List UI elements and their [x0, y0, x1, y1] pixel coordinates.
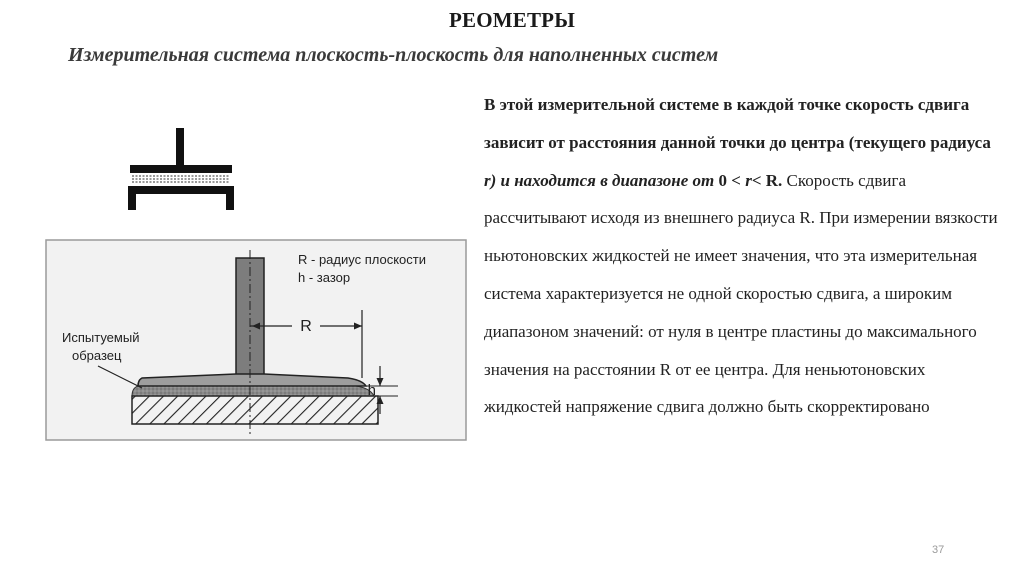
- para-part-6: < R.: [751, 170, 783, 190]
- para-part-5: r: [745, 170, 752, 190]
- slide-title: РЕОМЕТРЫ: [448, 8, 576, 32]
- sample-label-line2: образец: [72, 348, 122, 363]
- sample-layer: [132, 386, 374, 396]
- slide-subtitle: Измерительная система плоскость-плоскость для наполненных систем: [68, 44, 719, 66]
- para-part-7: Скорость сдвига рассчитывают исходя из внешнего радиуса R. При измерении вязкости ньютоновских жидкостей не имеет значения, что эта измерительная система характеризуется не одной скоростью сдвига, а широким диапазоном значений: от нуля в центре пластины до максимального значения на расстоянии R от ее центра. Для неньютоновских жидкостей напряжение сдвига должно быть скорректировано: [484, 170, 998, 417]
- schematic-bottom-plate: [128, 186, 234, 210]
- plate-plate-schematic: [122, 124, 242, 214]
- sample-label-line1: Испытуемый: [62, 330, 140, 345]
- para-part-1: В этой измерительной системе в каждой точке скорость сдвига зависит от расстояния данной точки до центра (текущего радиуса: [484, 95, 991, 152]
- schematic-top-plate: [130, 165, 232, 173]
- dim-label-h: h: [367, 382, 376, 399]
- para-part-3: и находится в диапазоне от: [496, 170, 715, 190]
- legend-gap: h - зазор: [298, 270, 351, 285]
- schematic-shaft: [176, 128, 184, 166]
- dim-label-R: R: [300, 318, 312, 335]
- para-part-4: 0 <: [714, 170, 746, 190]
- legend-radius: R - радиус плоскости: [298, 252, 426, 267]
- page-number: 37: [932, 544, 945, 556]
- lower-plate: [132, 396, 378, 424]
- description-paragraph: [484, 86, 1004, 426]
- schematic-sample-layer: [132, 176, 230, 182]
- para-part-2: r): [484, 170, 497, 190]
- measuring-system-diagram: [40, 236, 470, 446]
